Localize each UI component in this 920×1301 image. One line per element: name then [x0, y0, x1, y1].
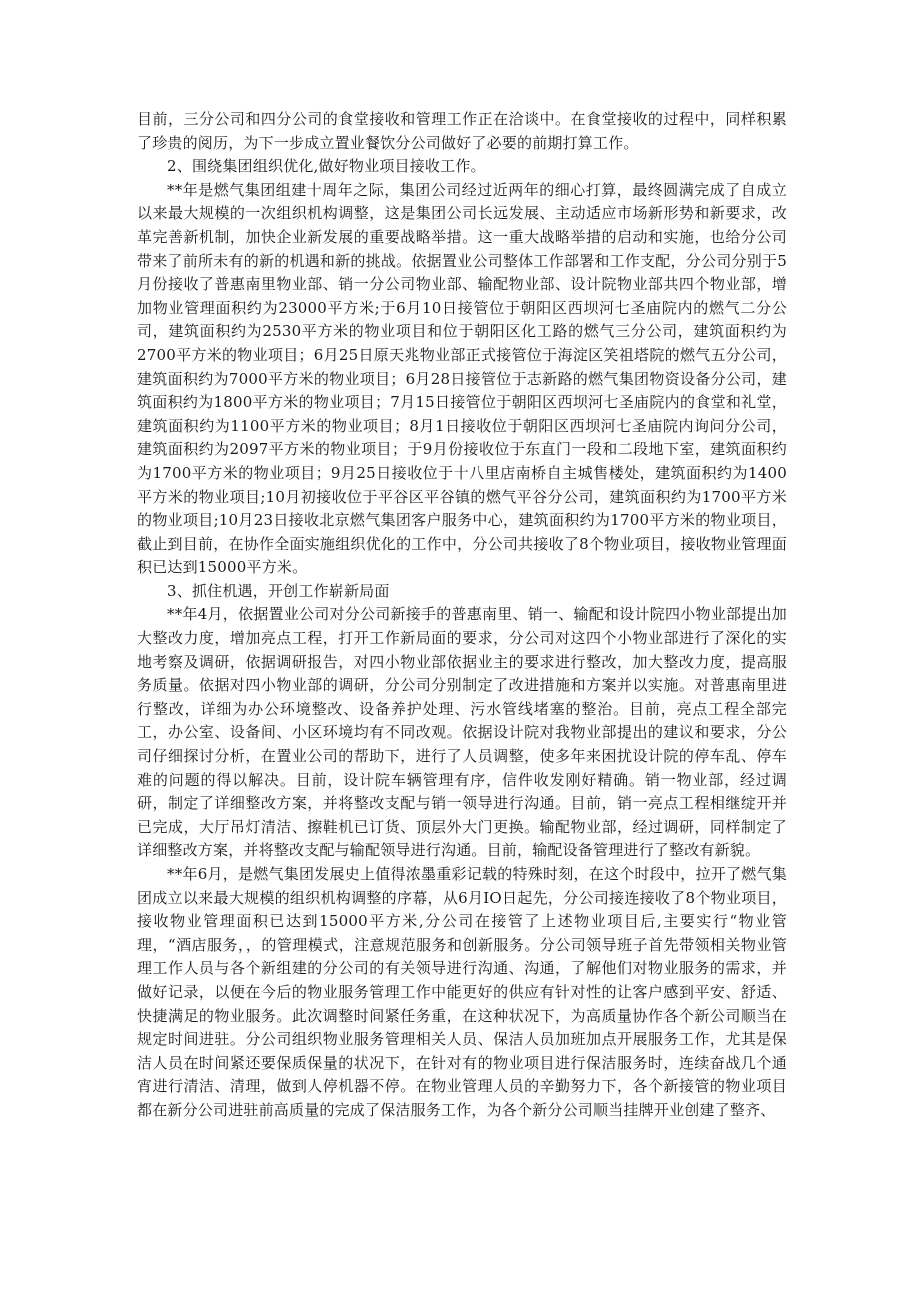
paragraph-project-takeover: **年是燃气集团组建十周年之际，集团公司经过近两年的细心打算，最终圆满完成了自成立以来最大规模的一次组织机构调整，这是集团公司长远发展、主动适应市场新形势和新要求，改革完善新机制，加快企业新发展的重要战略举措。这一重大战略举措的启动和实施，也给分公司带来了前所未有的新的机遇和新的挑战。依据置业公司整体工作部署和工作支配，分公司分别于5月份接收了普惠南里物业部、销一分公司物业部、输配物业部、设计院物业部共四个物业部，增加物业管理面积约为23000平方米;于6月10日接管位于朝阳区西坝河七圣庙院内的燃气二分公司，建筑面积约为2530平方米的物业项目和位于朝阳区化工路的燃气三分公司，建筑面积约为2700平方米的物业项目；6月25日原天兆物业部正式接管位于海淀区笑祖塔院的燃气五分公司，建筑面积约为7000平方米的物业项目；6月28日接管位于志新路的燃气集团物资设备分公司，建筑面积约为1800平方米的物业项目；7月15日接管位于朝阳区西坝河七圣庙院内的食堂和礼堂，建筑面积约为1100平方米的物业项目；8月1日接收位于朝阳区西坝河七圣庙院内询问分公司，建筑面积约为2097平方米的物业项目；于9月份接收位于东直门一段和二段地下室，建筑面积约为1700平方米的物业项目；9月25日接收位于十八里店南桥自主城售楼处，建筑面积约为1400平方米的物业项目;10月初接收位于平谷区平谷镇的燃气平谷分公司，建筑面积约为1700平方米的物业项目;10月23日接收北京燃气集团客户服务中心，建筑面积约为1700平方米的物业项目，截止到目前，在协作全面实施组织优化的工作中，分公司共接收了8个物业项目，接收物业管理面积已达到15000平方米。	[137, 180, 787, 577]
paragraph-canteen-takeover: 目前，三分公司和四分公司的食堂接收和管理工作正在洽谈中。在食堂接收的过程中，同样积累了珍贵的阅历，为下一步成立置业餐饮分公司做好了必要的前期打算工作。	[137, 110, 787, 152]
section-heading-2: 2、围绕集团组织优化,做好物业项目接收工作。	[167, 157, 486, 176]
paragraph-june-restructure: **年6月，是燃气集团发展史上值得浓墨重彩记载的特殊时刻，在这个时段中，拉开了燃气集团成立以来最大规模的组织机构调整的序幕，从6月IO日起先，分公司接连接收了8个物业项目，接收物业管理面积已达到15000平方米,分公司在接管了上述物业项目后,主要实行“物业管理，“酒店服务，，的管理模式，注意规范服务和创新服务。分公司领导班子首先带领相关物业管理工作人员与各个新组建的分公司的有关领导进行沟通、沟通，了解他们对物业服务的需求，并做好记录，以便在今后的物业服务管理工作中能更好的供应有针对性的让客户感到平安、舒适、快捷满足的物业服务。此次调整时间紧任务重，在这种状况下，为高质量协作各个新公司顺当在规定时间进驻。分公司组织物业服务管理相关人员、保洁人员加班加点开展服务工作，尤其是保洁人员在时间紧还要保质保量的状况下，在针对有的物业项目进行保洁服务时，连续奋战几个通宵进行清洁、清理，做到人停机器不停。在物业管理人员的辛勤努力下，各个新接管的物业项目都在新分公司进驻前高质量的完成了保洁服务工作，为各个新分公司顺当挂牌开业创建了整齐、	[137, 865, 787, 1119]
document-page	[137, 108, 787, 1123]
section-heading-3: 3、抓住机遇，开创工作崭新局面	[167, 581, 390, 600]
paragraph-april-rectification: **年4月，依据置业公司对分公司新接手的普惠南里、销一、输配和设计院四小物业部提出加大整改力度，增加亮点工程，打开工作新局面的要求，分公司对这四个小物业部进行了深化的实地考察及调研，依据调研报告，对四小物业部依据业主的要求进行整改，加大整改力度，提高服务质量。依据对四小物业部的调研，分公司分别制定了改进措施和方案并以实施。对普惠南里进行整改，详细为办公环境整改、设备养护处理、污水管线堵塞的整治。目前，亮点工程全部完工，办公室、设备间、小区环境均有不同改观。依据设计院对我物业部提出的建议和要求，分公司仔细探讨分析，在置业公司的帮助下，进行了人员调整，使多年来困扰设计院的停车乱、停车难的问题的得以解决。目前，设计院车辆管理有序，信件收发刚好精确。销一物业部，经过调研，制定了详细整改方案，并将整改支配与销一领导进行沟通。目前，销一亮点工程相继绽开并已完成，大厅吊灯清洁、擦鞋机已订货、顶层外大门更换。输配物业部，经过调研，同样制定了详细整改方案，并将整改支配与输配领导进行沟通。目前，输配设备管理进行了整改有新貌。	[137, 605, 787, 860]
